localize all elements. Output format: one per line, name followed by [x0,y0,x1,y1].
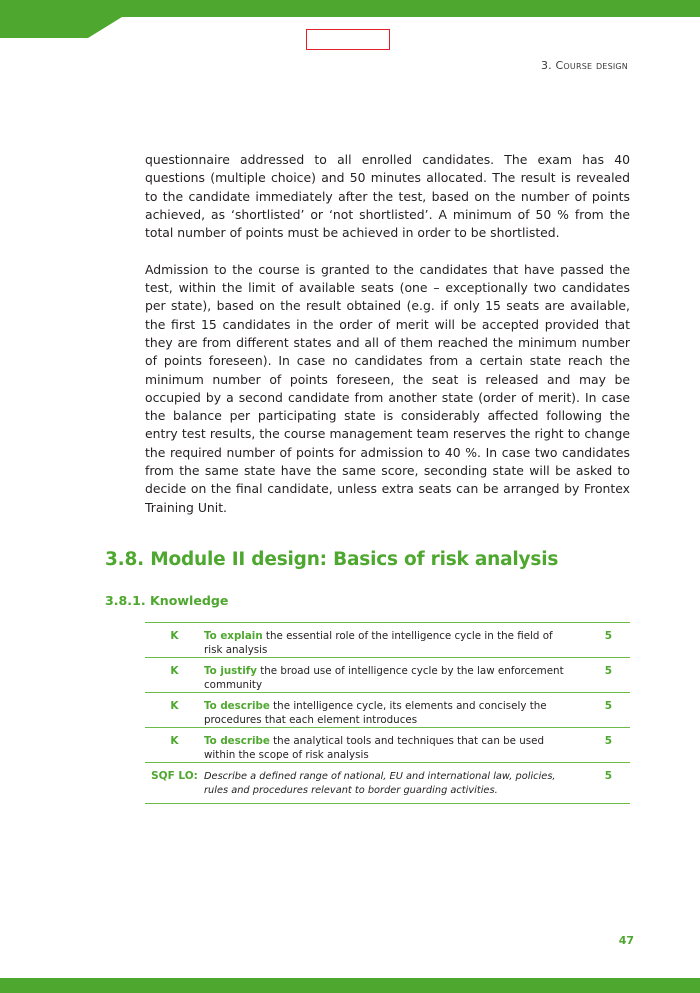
row-code: K [170,665,179,677]
row-level: 5 [604,735,612,747]
row-verb: To describe [204,700,270,712]
row-level: 5 [604,665,612,677]
running-head: 3. Course design [540,59,628,72]
row-code: K [170,700,179,712]
table-row [145,658,630,693]
row-text: the intelligence cycle, its elements and concisely the procedures that each element introduces [204,700,547,726]
table-row [145,693,630,728]
red-annotation-box [306,29,390,50]
row-verb: To justify [204,665,257,677]
table-row [145,728,630,763]
bottom-green-band [0,978,700,993]
row-level: 5 [604,700,612,712]
row-description [204,735,574,762]
paragraph: Admission to the course is granted to the candidates that have passed the test, within the limit of available seats (one – exceptionally two candidates per state), based on the result obtained (e.g. if only 15 seats are available, the first 15 candidates in the order of merit will be accepted provided that they are from different states and all of them reached the minimum number of points foreseen). In case no candidates from a certain state reach the minimum number of points foreseen, the seat is released and may be occupied by a second candidate from another state (order of merit). In case the balance per participating state is considerably affected following the entry test results, the course management team reserves the right to change the required number of points for admission to 40 %. In case two candidates from the same state have the same score, seconding state will be asked to decide on the final candidate, unless extra seats can be arranged by Frontex Training Unit. [145,261,630,515]
paragraph: questionnaire addressed to all enrolled candidates. The exam has 40 questions (multiple choice) and 50 minutes allocated. The result is revealed to the candidate immediately after the test, based on the number of points achieved, as ‘shortlisted’ or ‘not shortlisted’. A minimum of 50 % from the total number of points must be achieved in order to be shortlisted. [145,152,630,241]
sqf-code: SQF LO: [151,770,198,782]
row-level: 5 [604,630,612,642]
sqf-description: Describe a defined range of national, EU and international law, policies, rules and procedures relevant to border guarding activities. [204,771,556,796]
sqf-level: 5 [604,770,612,782]
row-text: the essential role of the intelligence cycle in the field of risk analysis [204,630,553,656]
row-description [204,665,574,692]
body-text [145,151,630,535]
row-verb: To explain [204,630,263,642]
row-code: K [170,630,179,642]
row-code: K [170,735,179,747]
row-verb: To describe [204,735,270,747]
row-text: the analytical tools and techniques that can be used within the scope of risk analysis [204,735,545,761]
sqf-row [145,763,630,804]
section-heading: 3.8. Module II design: Basics of risk analysis [105,549,559,570]
row-description [204,630,574,657]
table-row [145,623,630,658]
page-number: 47 [618,934,634,947]
knowledge-table [145,622,630,804]
row-description [204,700,574,727]
subsection-heading: 3.8.1. Knowledge [105,593,229,608]
row-text: the broad use of intelligence cycle by the law enforcement community [204,665,564,691]
